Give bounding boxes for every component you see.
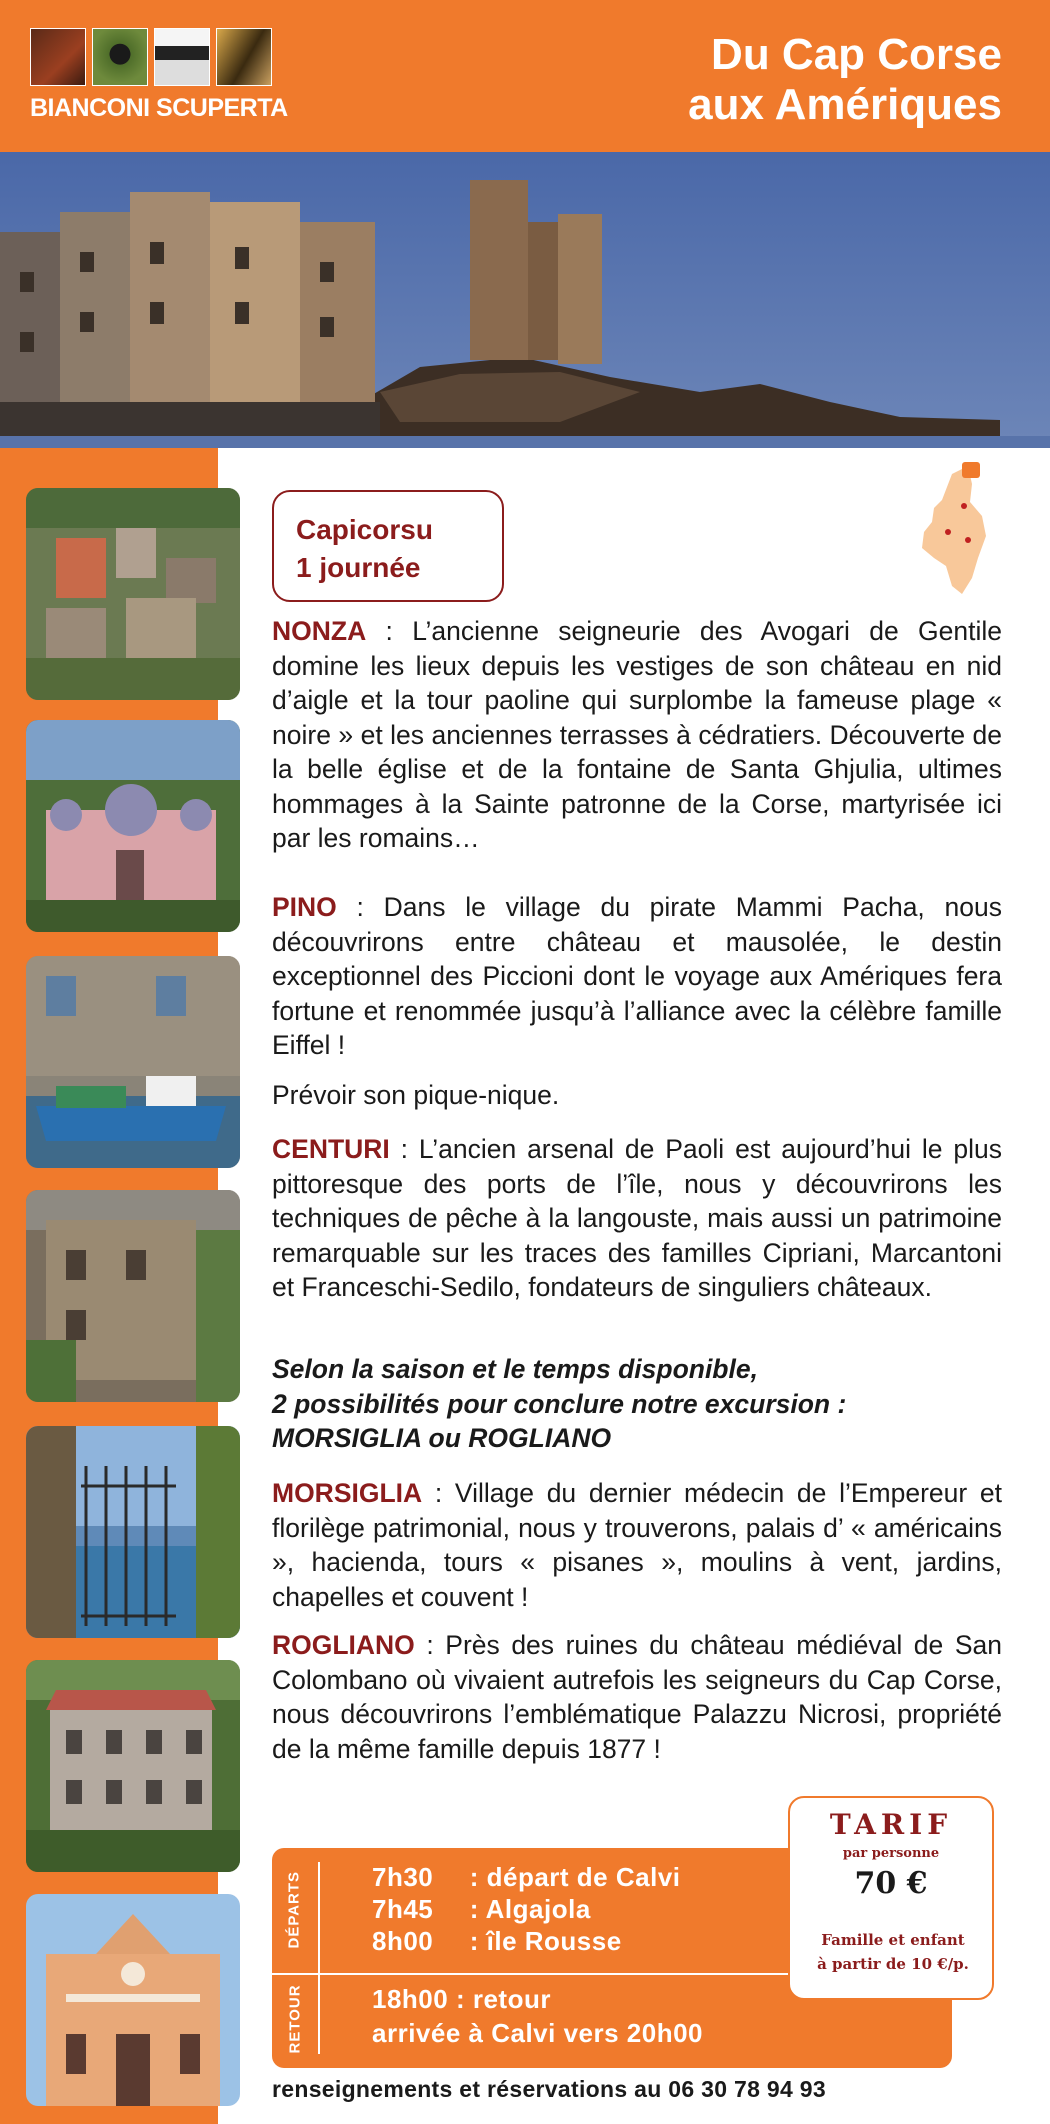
badge-duration: 1 journée — [296, 552, 421, 583]
title-line: aux Amériques — [688, 80, 1002, 129]
place-description: : Village du dernier médecin de l’Empereur et florilège patrimonial, nous y trouverons, palais d’ « américains », hacienda, tours « pisanes », moulins à vent, jardins, chapelles et couvent ! — [272, 1478, 1002, 1612]
photo-column — [0, 448, 218, 2124]
departure-place: : départ de Calvi — [469, 1862, 681, 1892]
price-note — [800, 1928, 986, 1976]
return-row: 18h00 : retour — [372, 1984, 551, 2014]
logo-photo — [30, 28, 86, 86]
coastal-village-illustration — [0, 152, 1050, 448]
tour-duration-badge — [272, 490, 504, 602]
price-note-line: Famille et enfant — [821, 1931, 965, 1949]
price-title: TARIF — [829, 1808, 953, 1841]
departure-time: 7h30 — [372, 1862, 434, 1892]
season-note-line: Selon la saison et le temps disponible, — [272, 1354, 758, 1384]
palazzu-photo — [26, 1660, 240, 1872]
price-note-line: à partir de 10 €/p. — [817, 1955, 969, 1973]
place-description: : Dans le village du pirate Mammi Pacha, nous découvrirons entre château et mausolée, le destin exceptionnel des Piccioni dont le voyage aux Amériques fera fortune et renommée jusqu’à l’alliance avec la célèbre famille Eiffel ! — [272, 892, 1002, 1060]
pink-church-image — [26, 720, 240, 932]
contact-footer: renseignements et réservations au 06 30 78 94 93 — [272, 2076, 826, 2102]
departure-place: : Algajola — [469, 1894, 591, 1924]
centuri-section — [272, 1132, 1002, 1305]
schedule-divider — [318, 1862, 320, 2054]
pino-section — [272, 890, 1002, 1063]
departure-place: : île Rousse — [469, 1926, 622, 1956]
nonza-section — [272, 614, 1002, 856]
gate-photo — [26, 1426, 240, 1638]
departure-time: 7h45 — [372, 1894, 434, 1924]
departure-time: 8h00 — [372, 1926, 434, 1956]
place-name: MORSIGLIA — [272, 1478, 423, 1508]
departures-label: DÉPARTS — [285, 1870, 303, 1949]
season-note — [272, 1352, 1002, 1456]
church-photo — [26, 720, 240, 932]
logo-photo — [154, 28, 210, 86]
page-title — [482, 30, 1002, 130]
hero-photo — [0, 152, 1050, 448]
logo-photo — [216, 28, 272, 86]
departure-row — [372, 1862, 681, 1893]
hillside-village-image — [26, 488, 240, 700]
logo-images — [30, 28, 272, 86]
departure-row — [372, 1926, 622, 1957]
place-name: CENTURI — [272, 1134, 390, 1164]
place-name: ROGLIANO — [272, 1630, 415, 1660]
brand-logo-text: BIANCONI SCUPERTA — [30, 94, 288, 122]
return-row: arrivée à Calvi vers 20h00 — [372, 2018, 704, 2048]
header-banner — [0, 0, 1050, 152]
departure-row — [372, 1894, 591, 1925]
badge-region: Capicorsu — [296, 514, 433, 545]
iron-gate-sea-image — [26, 1426, 240, 1638]
price-card — [788, 1796, 994, 2000]
place-name: NONZA — [272, 616, 367, 646]
village-photo — [26, 488, 240, 700]
picnic-note: Prévoir son pique-nique. — [272, 1080, 560, 1110]
baroque-church-image — [26, 1894, 240, 2106]
place-name: PINO — [272, 892, 337, 922]
harbour-photo — [26, 956, 240, 1168]
fishing-boats-image — [26, 956, 240, 1168]
old-castle-image — [26, 1190, 240, 1402]
rogliano-section — [272, 1628, 1002, 1766]
baroque-church-photo — [26, 1894, 240, 2106]
return-label: RETOUR — [286, 1984, 304, 2054]
season-note-line: 2 possibilités pour conclure notre excursion : — [272, 1388, 847, 1419]
corsica-map-shape — [912, 462, 1012, 602]
place-description: : L’ancienne seigneurie des Avogari de Gentile domine les lieux depuis les vestiges de son château en nid d’aigle et la tour paoline qui surplombe la fameuse plage « noire » et les anciennes terrasses à cédratiers. Découverte de la belle église et de la fontaine de Santa Ghjulia, ultimes hommages à la Sainte patronne de la Corse, martyrisée ici par les romains… — [272, 616, 1002, 853]
palazzu-building-image — [26, 1660, 240, 1872]
morsiglia-section — [272, 1476, 1002, 1614]
place-description: : L’ancien arsenal de Paoli est aujourd’hui le plus pittoresque des ports de l’île, nous y découvrirons les techniques de pêche à la langouste, mais aussi un patrimoine remarquable sur les traces des familles Cipriani, Marcantoni et Franceschi-Sedilo, fondateurs de singuliers châteaux. — [272, 1134, 1002, 1302]
title-line: Du Cap Corse — [711, 30, 1002, 79]
price-value: 70 € — [854, 1866, 928, 1901]
price-subtitle: par personne — [842, 1846, 940, 1861]
season-note-line: MORSIGLIA ou ROGLIANO — [272, 1423, 612, 1453]
place-description: : Près des ruines du château médiéval de San Colombano où vivaient autrefois les seigneurs du Cap Corse, nous découvrirons l’emblématique Palazzu Nicrosi, propriété de la même famille depuis 1877 ! — [272, 1630, 1002, 1764]
logo-photo — [92, 28, 148, 86]
corsica-map-icon — [912, 462, 1012, 602]
castle-photo — [26, 1190, 240, 1402]
